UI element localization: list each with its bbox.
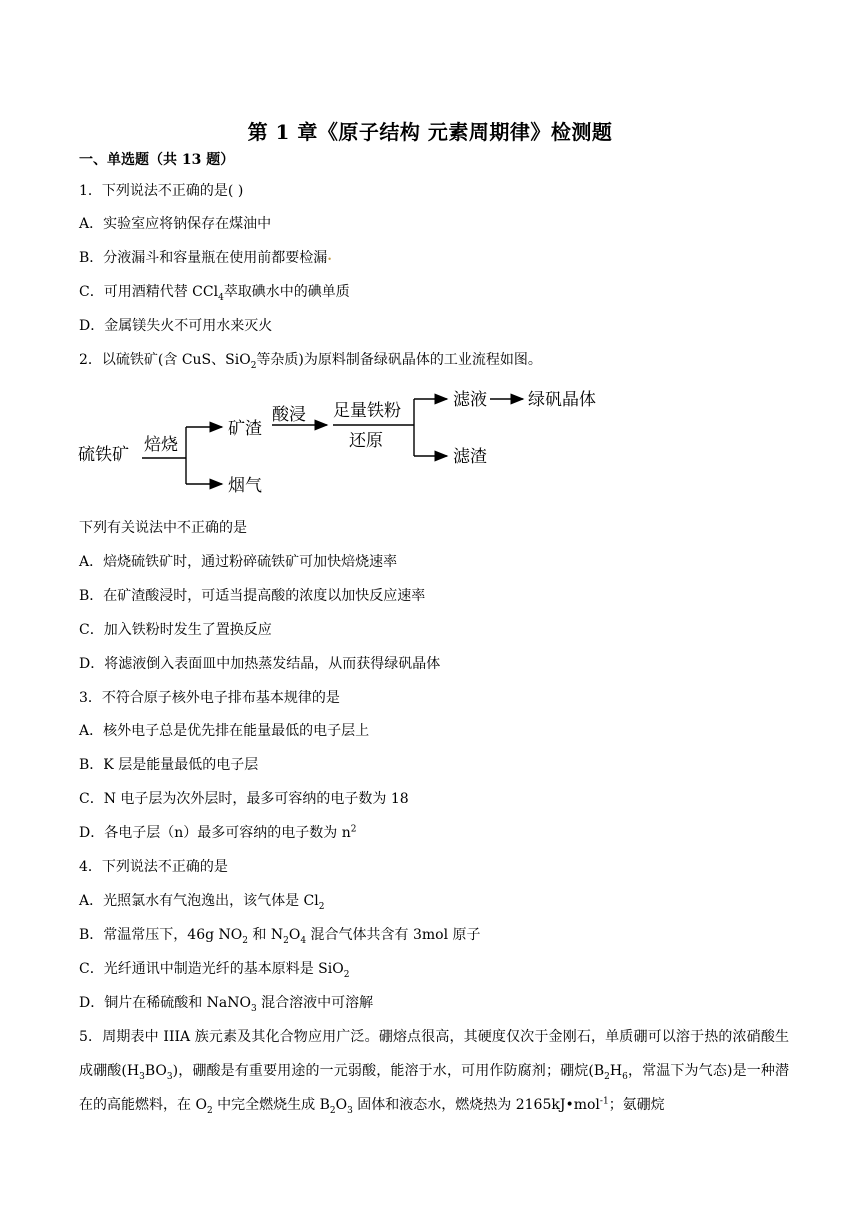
q4-option-a: A．光照氯水有气泡逸出，该气体是 $Cl_2$ bbox=[79, 893, 325, 912]
q1-option-c: C．可用酒精代替 CCl$_4$萃取碘水中的碘单质 bbox=[79, 284, 350, 303]
q3-option-c: C．N 电子层为次外层时，最多可容纳的电子数为 18 bbox=[79, 791, 409, 807]
section-heading: 一、单选题（共 13 题） bbox=[79, 152, 235, 168]
flow-start-label: 硫铁矿 bbox=[78, 445, 129, 465]
flow-product1-label: 矿渣 bbox=[228, 419, 262, 439]
flow-step3-bottom-label: 还原 bbox=[349, 431, 383, 451]
q2-option-b: B．在矿渣酸浸时，可适当提高酸的浓度以加快反应速率 bbox=[79, 588, 426, 604]
q3-option-d: D．各电子层（n）最多可容纳的电子数为 $n^2$ bbox=[79, 824, 357, 841]
q4-option-d: D．铜片在稀硫酸和 NaNO$_3$ 混合溶液中可溶解 bbox=[79, 995, 374, 1014]
q3-stem: 3．不符合原子核外电子排布基本规律的是 bbox=[79, 690, 340, 706]
flow-step1-label: 焙烧 bbox=[144, 435, 178, 455]
q2-option-a: A．焙烧硫铁矿时，通过粉碎硫铁矿可加快焙烧速率 bbox=[79, 554, 398, 570]
process-flow-diagram bbox=[76, 380, 636, 505]
tiny-mark: • bbox=[327, 255, 333, 264]
flow-residue-label: 滤渣 bbox=[453, 447, 487, 467]
page-title: 第 1 章《原子结构 元素周期律》检测题 bbox=[247, 120, 613, 144]
q2-option-c: C．加入铁粉时发生了置换反应 bbox=[79, 622, 272, 638]
flow-step3-top-label: 足量铁粉 bbox=[333, 401, 401, 421]
q4-option-c: C．光纤通讯中制造光纤的基本原料是 SiO$_2$ bbox=[79, 961, 350, 980]
q3-option-a: A．核外电子总是优先排在能量最低的电子层上 bbox=[79, 723, 370, 739]
q3-option-b: B．K 层是能量最低的电子层 bbox=[79, 757, 259, 773]
q2-option-d: D．将滤液倒入表面皿中加热蒸发结晶，从而获得绿矾晶体 bbox=[79, 656, 441, 672]
flow-final-label: 绿矾晶体 bbox=[528, 390, 596, 410]
q4-option-b: B．常温常压下，46g $NO_2$ 和 $N_2O_4$ 混合气体共含有 3mol 原子 bbox=[79, 927, 481, 946]
q1-stem: 1．下列说法不正确的是( ) bbox=[79, 183, 244, 199]
flow-filtrate-label: 滤液 bbox=[453, 390, 487, 410]
q5-paragraph: 5．周期表中 IIIA 族元素及其化合物应用广泛。硼熔点很高，其硬度仅次于金刚石，单质硼可以溶于热的浓硝酸生成硼酸$(H_3BO_3)$，硼酸是有重要用途的一元弱酸，能溶于水，可用作防腐剂；硼烷($B_2H_6$，常温下为气态)是一种潜在的高能燃料，在 $O_2$ 中完全燃烧生成 $B_2O_3$ 固体和液态水，燃烧热为 2165kJ•mol$^{-1}$；氨硼烷 bbox=[79, 1029, 789, 1116]
q2-prompt: 下列有关说法中不正确的是 bbox=[79, 520, 247, 536]
flow-step2-label: 酸浸 bbox=[272, 405, 306, 425]
q2-stem: 2．以硫铁矿(含 CuS、SiO$_2$等杂质)为原料制备绿矾晶体的工业流程如图。 bbox=[79, 352, 542, 371]
q1-option-b: B．分液漏斗和容量瓶在使用前都要检漏• bbox=[79, 250, 333, 266]
q1-option-a: A．实验室应将钠保存在煤油中 bbox=[79, 216, 272, 232]
q4-stem: 4．下列说法不正确的是 bbox=[79, 859, 228, 875]
flow-product2-label: 烟气 bbox=[228, 476, 262, 496]
q1-option-d: D．金属镁失火不可用水来灭火 bbox=[79, 318, 273, 334]
